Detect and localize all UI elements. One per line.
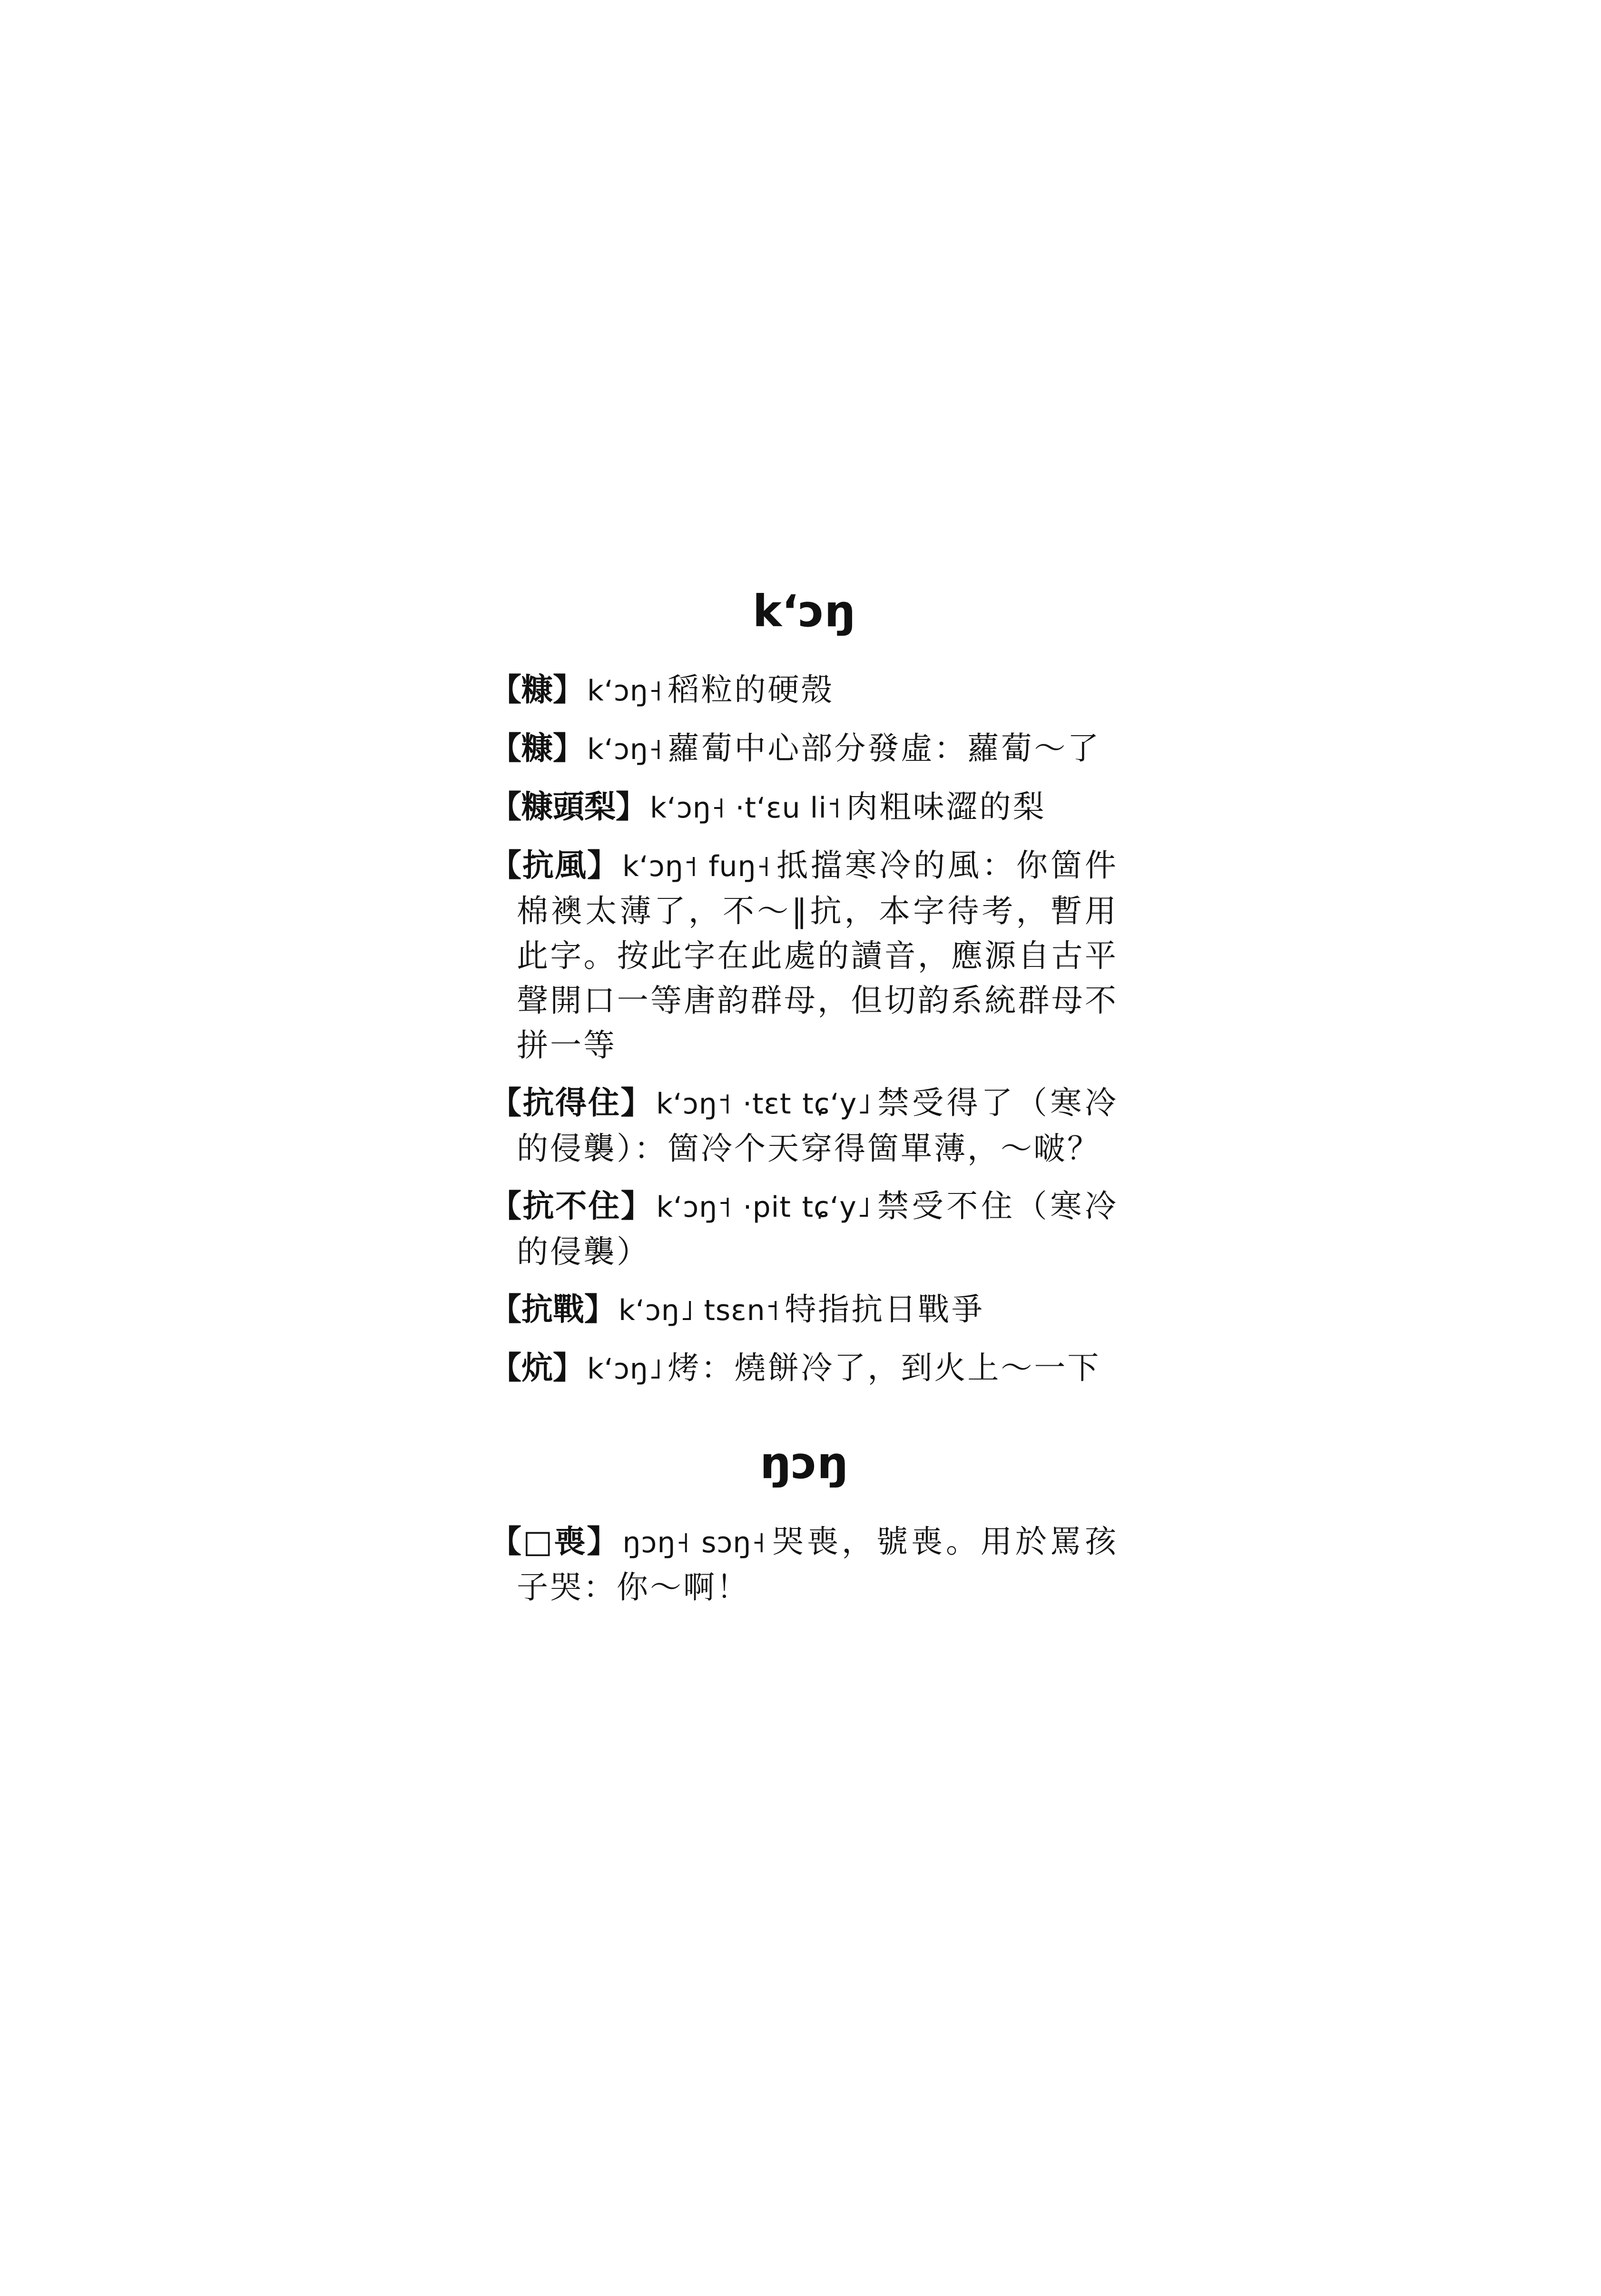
dictionary-entry bbox=[490, 1519, 1118, 1610]
entry-headword: 【炕】 bbox=[490, 1349, 584, 1386]
entry-headword: 【抗得住】 bbox=[490, 1084, 653, 1121]
entry-headword: 【□喪】 bbox=[490, 1523, 620, 1560]
dictionary-entry bbox=[490, 667, 1118, 713]
entry-phonetic: k‘ɔŋ˦ ·pit tɕ‘y˩ bbox=[656, 1191, 872, 1224]
entry-headword: 【抗戰】 bbox=[490, 1291, 616, 1328]
entry-phonetic: ŋɔŋ˧ sɔŋ˧ bbox=[622, 1526, 766, 1559]
entry-phonetic: k‘ɔŋ˦ fuŋ˧ bbox=[622, 850, 771, 883]
section-heading-ngong: ŋɔŋ bbox=[760, 1438, 848, 1488]
entry-definition: 烤：燒餅冷了，到火上～一下 bbox=[668, 1350, 1101, 1386]
entry-definition: 哭喪，號喪。用於罵孩子哭：你～啊！ bbox=[517, 1523, 1119, 1606]
entry-definition: 禁受不住（寒冷的侵襲） bbox=[517, 1188, 1119, 1270]
entry-definition: 蘿蔔中心部分發虛：蘿蔔～了 bbox=[668, 730, 1101, 767]
dictionary-entry bbox=[490, 1287, 1118, 1333]
entry-definition: 抵擋寒冷的風：你箇件棉襖太薄了，不～‖抗，本字待考，暫用此字。按此字在此處的讀音，應源自古平聲開口一等唐韵群母，但切韵系統群母不拼一等 bbox=[517, 847, 1118, 1064]
entry-headword: 【抗風】 bbox=[490, 847, 619, 884]
dictionary-entry bbox=[490, 784, 1118, 830]
entry-headword: 【糠】 bbox=[490, 729, 584, 767]
entry-phonetic: k‘ɔŋ˩ bbox=[587, 1352, 663, 1386]
entry-definition: 稻粒的硬殼 bbox=[668, 671, 835, 708]
dictionary-entry bbox=[490, 726, 1118, 772]
entry-headword: 【抗不住】 bbox=[490, 1187, 654, 1224]
entry-definition: 禁受得了（寒冷的侵襲）：箇冷个天穿得箇單薄，～啵？ bbox=[517, 1084, 1118, 1167]
entry-phonetic: k‘ɔŋ˩ tsɛn˦ bbox=[619, 1294, 780, 1327]
text-column bbox=[490, 585, 1118, 1622]
dictionary-entry bbox=[490, 1080, 1118, 1171]
section-heading-kong: k‘ɔŋ bbox=[752, 586, 856, 637]
dictionary-entry bbox=[490, 843, 1118, 1068]
entry-definition: 肉粗味澀的梨 bbox=[846, 788, 1046, 825]
entry-definition: 特指抗日戰爭 bbox=[785, 1291, 985, 1328]
entry-phonetic: k‘ɔŋ˧ bbox=[587, 674, 663, 708]
entry-phonetic: k‘ɔŋ˧ ·t‘ɛu li˦ bbox=[650, 791, 842, 825]
dictionary-entry bbox=[490, 1345, 1118, 1391]
entry-headword: 【糠】 bbox=[490, 671, 584, 708]
entry-phonetic: k‘ɔŋ˦ ·tɛt tɕ‘y˩ bbox=[656, 1087, 872, 1121]
entry-headword: 【糠頭梨】 bbox=[490, 788, 647, 825]
entry-phonetic: k‘ɔŋ˧ bbox=[587, 733, 663, 766]
dictionary-entry bbox=[490, 1183, 1118, 1274]
